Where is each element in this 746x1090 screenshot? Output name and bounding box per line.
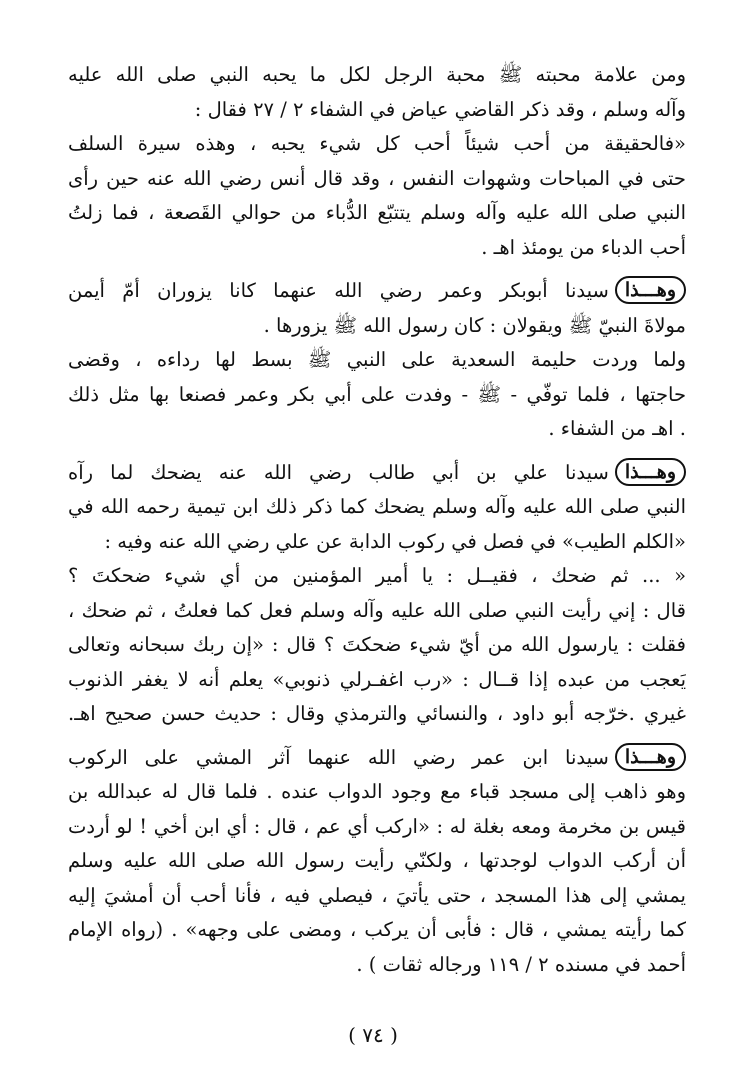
text-line: يَعجب من عبده إذا قــال : «رب اغفـرلي ذنوبي» يعلم أنه لا يغفر الذنوب [68,667,686,691]
text-line [68,456,686,491]
text-line: ولما وردت حليمة السعدية على النبي ﷺ بسط لها رداءه ، وقضى [68,348,686,371]
text-line: أن أركب الدواب لوجدتها ، ولكنّي رأيت رسول الله صلى الله عليه وسلم [68,849,686,872]
text-line [68,274,686,309]
section-heading-text: سيدنا علي بن أبي طالب رضي الله عنه يضحك لما رآه [68,460,609,484]
text-line: . اهـ من الشفاء . [548,417,686,440]
text-line: النبي صلى الله عليه وآله وسلم يضحك كما ذكر ذلك ابن تيمية رحمه الله في [68,495,686,518]
section-badge: وهـــذا [615,276,686,304]
section-badge: وهـــذا [615,743,686,771]
text-line: النبي صلى الله عليه وآله وسلم يتتبّع الدُّباء من حوالي القَصعة ، فما زلتُ [68,201,686,224]
text-line: فقلت : يارسول الله من أيّ شيء ضحكتَ ؟ قال : «إن ربك سبحانه وتعالى [68,633,686,656]
section-heading-text: سيدنا أبوبكر وعمر رضي الله عنهما كانا يزوران أمّ أيمن [68,279,609,302]
section-badge: وهـــذا [615,458,686,486]
text-line: كما رأيته يمشي ، قال : فأبى أن يركب ، ومضى على وجهه» . (رواه الإمام [68,918,686,941]
text-line: قيس بن مخرمة ومعه بغلة له : «اركب أي عم ، قال : أي ابن أخي ! لو أردت [68,814,686,838]
text-line [68,741,686,776]
text-line: أحب الدباء من يومئذ اهـ . [481,235,686,259]
text-line: «فالحقيقة من أحب شيئاً أحب كل شيء يحبه ، وهذه سيرة السلف [68,132,686,155]
text-line: ومن علامة محبته ﷺ محبة الرجل لكل ما يحبه النبي صلى الله عليه [68,63,686,86]
text-line: حتى في المباحات وشهوات النفس ، وقد قال أنس رضي الله عنه حين رأى [68,166,686,190]
page-number: ( ٧٤ ) [348,1023,398,1047]
text-line: غيري .خرّجه أبو داود ، والنسائي والترمذي وقال : حديث حسن صحيح اهـ. [68,702,686,725]
text-line: مولاةَ النبيّ ﷺ ويقولان : كان رسول الله ﷺ يزورها . [263,313,686,337]
paragraph-intro [68,58,686,265]
text-line: وآله وسلم ، وقد ذكر القاضي عياض في الشفاء ٢ / ٢٧ فقال : [194,97,686,121]
paragraph-ali [68,456,686,732]
paragraph-abubakr-umar [68,274,686,447]
text-line: قال : إني رأيت النبي صلى الله عليه وآله وسلم فعل كما فعلتُ ، ثم ضحك ، [68,598,686,622]
text-line: وهو ذاهب إلى مسجد قباء مع وجود الدواب عنده . فلما قال له عبدالله بن [68,780,686,803]
text-line: يمشي إلى هذا المسجد ، حتى يأتيَ ، فيصلي فيه ، فأنا أحب أن أمشيَ إليه [68,883,686,907]
text-line: حاجتها ، فلما توفّي - ﷺ - وفدت على أبي بكر وعمر فصنعا بها مثل ذلك [68,382,686,406]
text-line: « ... ثم ضحك ، فقيــل : يا أمير المؤمنين من أي شيء ضحكتَ ؟ [68,564,686,587]
text-line: أحمد في مسنده ٢ / ١١٩ ورجاله ثقات ) . [356,952,686,976]
paragraph-ibn-umar [68,741,686,983]
document-page [68,58,686,1038]
text-line: «الكلم الطيب» في فصل في ركوب الدابة عن علي رضي الله عنه وفيه : [104,529,686,553]
section-heading-text: سيدنا ابن عمر رضي الله عنهما آثر المشي على الركوب [68,745,609,769]
